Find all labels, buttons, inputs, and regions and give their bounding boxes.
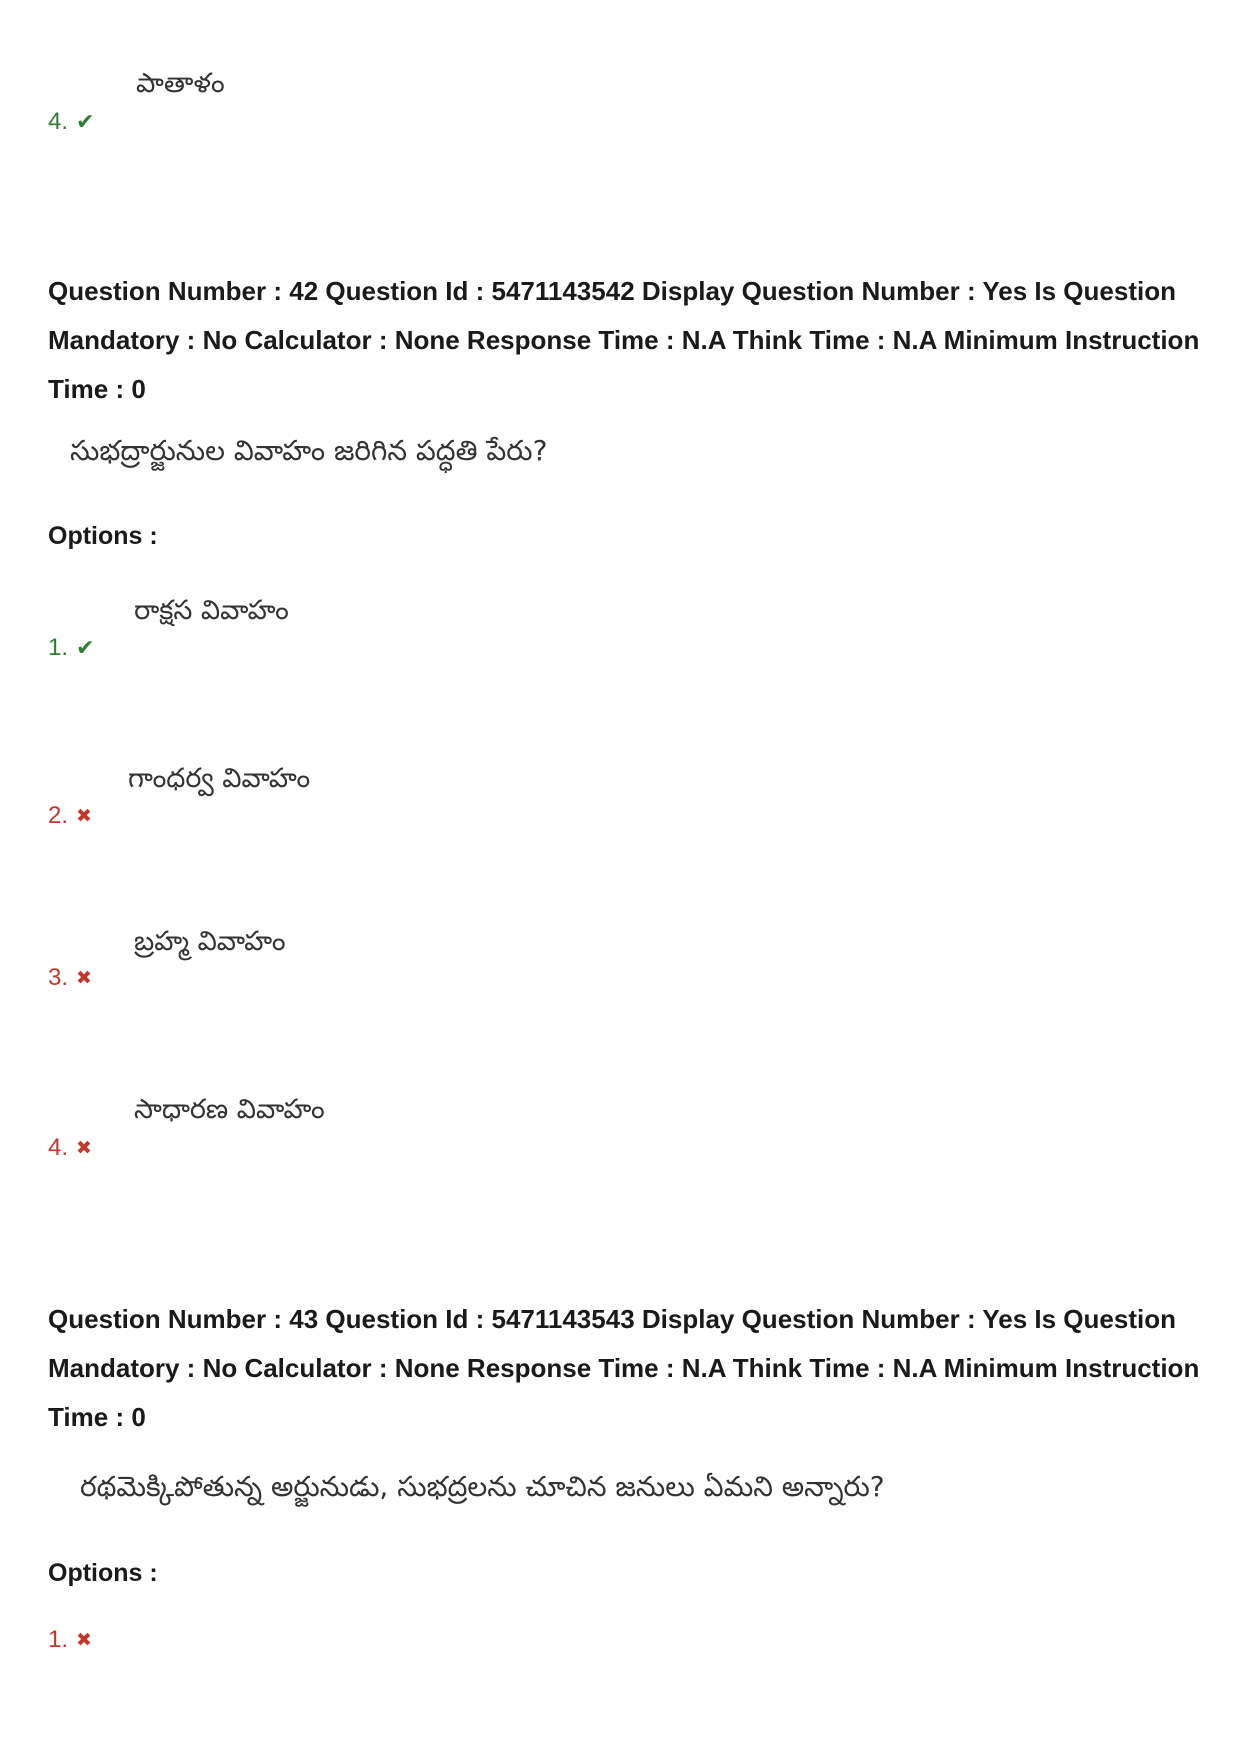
option-text: గాంధర్వ వివాహం <box>128 763 311 794</box>
option-number: 4. <box>48 1134 69 1161</box>
option-number: 4. <box>48 108 69 135</box>
check-icon: ✔ <box>76 109 95 134</box>
check-icon: ✔ <box>76 635 95 660</box>
option-text: రాక్షస వివాహం <box>134 595 289 626</box>
option-number: 1. <box>48 1626 69 1653</box>
option-label <box>48 802 92 830</box>
option-number: 2. <box>48 802 69 829</box>
options-heading: Options : <box>48 522 158 550</box>
option-number: 3. <box>48 964 69 991</box>
option-number: 1. <box>48 634 69 661</box>
cross-icon: ✖ <box>76 1137 92 1159</box>
question-meta: Question Number : 43 Question Id : 5471143543 Display Question Number : Yes Is Question Mandatory : No Calculator : None Response Time : N.A Think Time : N.A Minimum Instruction Time : 0 <box>48 1304 1200 1432</box>
options-heading: Options : <box>48 1559 158 1587</box>
option-text: బ్రహ్మ వివాహం <box>134 926 286 957</box>
option-label <box>48 1626 92 1654</box>
cross-icon: ✖ <box>76 1629 92 1651</box>
cross-icon: ✖ <box>76 805 92 827</box>
option-text: సాధారణ వివాహం <box>134 1094 325 1125</box>
option-label <box>48 1134 92 1162</box>
question-text: రథమెక్కిపోతున్న అర్జునుడు, సుభద్రలను చూచిన జనులు ఏమని అన్నారు? <box>80 1470 885 1503</box>
question-text: సుభద్రార్జునుల వివాహం జరిగిన పద్ధతి పేరు? <box>70 434 548 467</box>
option-label <box>48 108 94 136</box>
option-text: పాతాళం <box>136 68 225 99</box>
option-label <box>48 634 94 662</box>
option-label <box>48 964 92 992</box>
question-meta: Question Number : 42 Question Id : 5471143542 Display Question Number : Yes Is Question Mandatory : No Calculator : None Response Time : N.A Think Time : N.A Minimum Instruction Time : 0 <box>48 276 1200 404</box>
cross-icon: ✖ <box>76 967 92 989</box>
